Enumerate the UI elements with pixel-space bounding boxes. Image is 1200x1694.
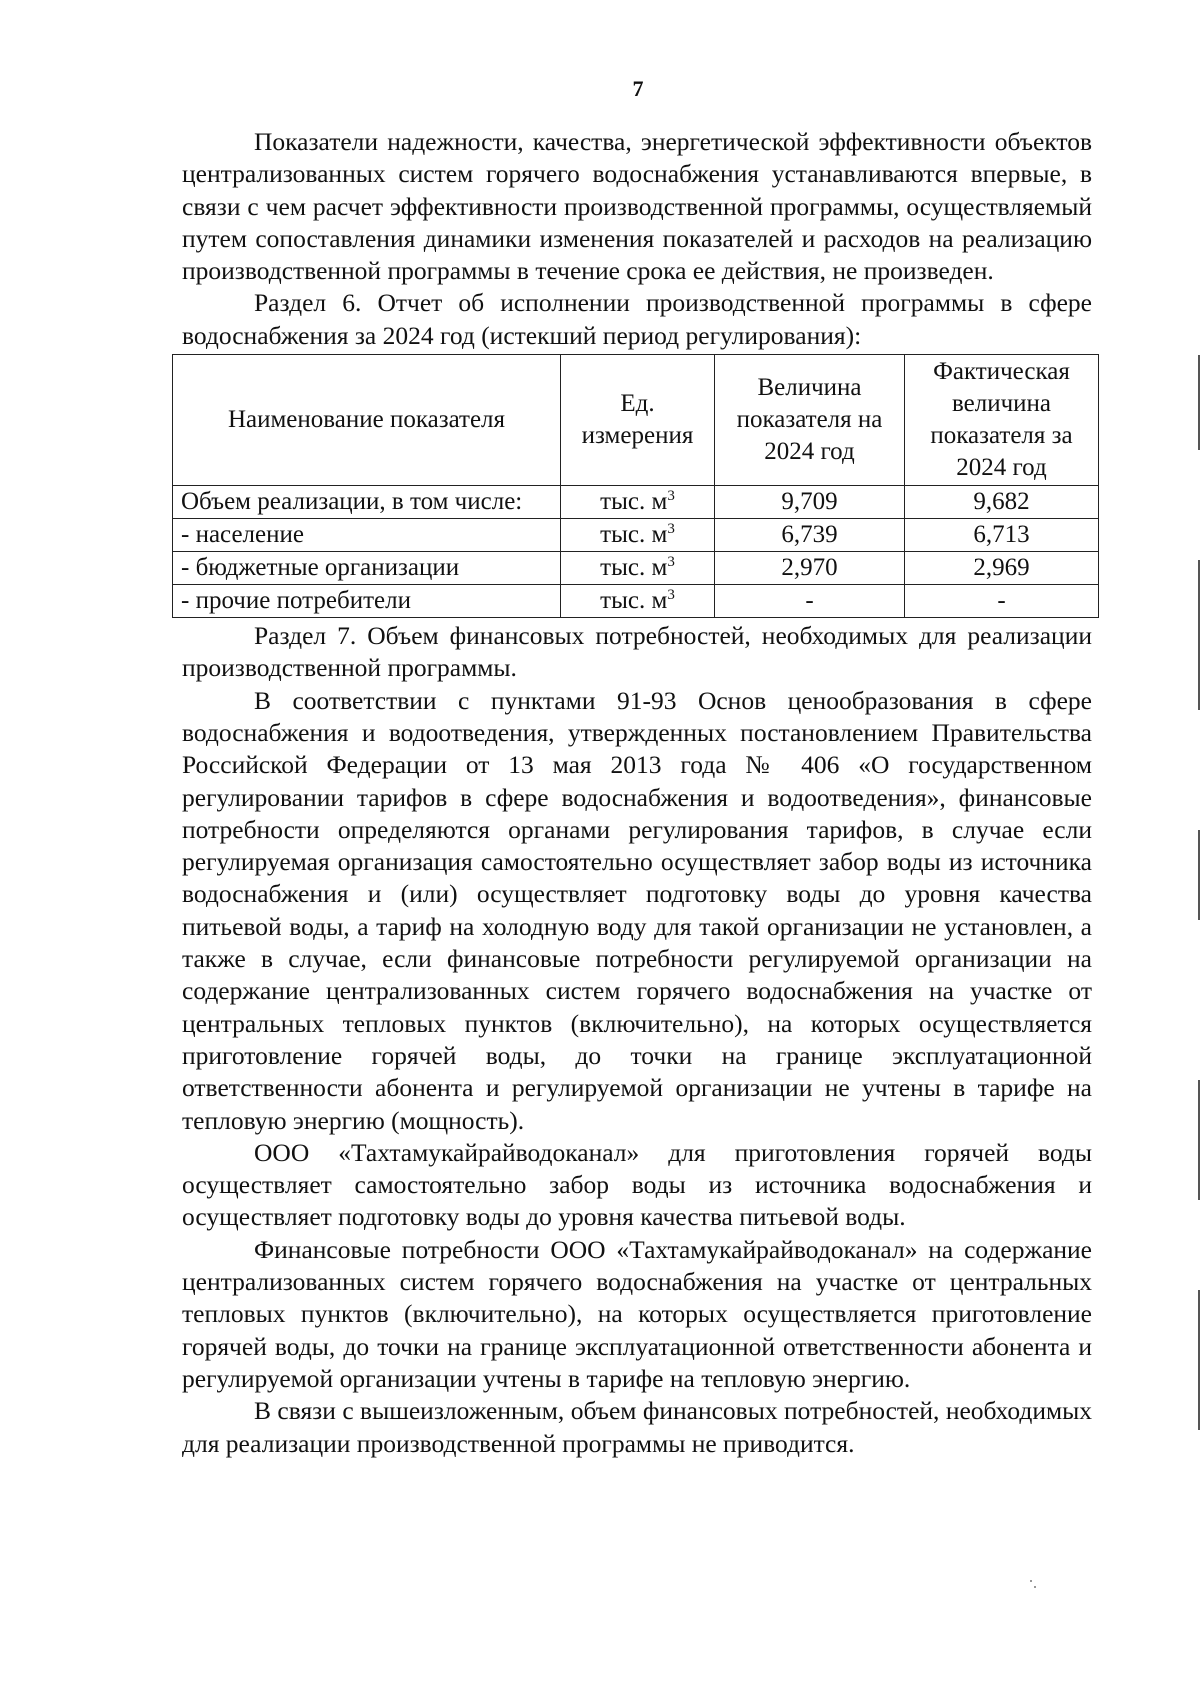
- row-indicator-name: Объем реализации, в том числе:: [173, 486, 561, 519]
- row-actual-value: 9,682: [905, 486, 1099, 519]
- table-row: [173, 585, 1099, 618]
- header-unit-text: Ед. измерения: [581, 390, 694, 450]
- header-actual-text: Фактическая величина показателя за 2024 год: [930, 358, 1073, 482]
- row-actual-value: -: [905, 585, 1099, 618]
- paragraph-water-intake: ООО «Тахтамукайрайводоканал» для приготовления горячей воды осуществляет самостоятельно забор воды из источника водоснабжения и осуществляет подготовку воды до уровня качества питьевой воды.: [182, 1137, 1092, 1232]
- row-planned-value: 2,970: [715, 552, 905, 585]
- document-body: [182, 126, 1092, 1460]
- row-planned-value: 9,709: [715, 486, 905, 519]
- row-actual-value: 2,969: [905, 552, 1099, 585]
- section-6-heading: Раздел 6. Отчет об исполнении производственной программы в сфере водоснабжения за 2024 год (истекший период регулирования):: [182, 288, 1092, 350]
- row-planned-value: -: [715, 585, 905, 618]
- paragraph-conclusion: В связи с вышеизложенным, объем финансовых потребностей, необходимых для реализации производственной программы не приводится.: [182, 1396, 1092, 1458]
- row-indicator-name: - бюджетные организации: [173, 552, 561, 585]
- row-unit: [561, 519, 715, 552]
- header-planned-value: [715, 355, 905, 486]
- unit-text: тыс. м: [600, 521, 668, 549]
- header-planned-text: Величина показателя на 2024 год: [736, 374, 883, 466]
- table-row: [173, 486, 1099, 519]
- unit-superscript: 3: [667, 554, 675, 571]
- row-unit: [561, 552, 715, 585]
- row-unit: [561, 585, 715, 618]
- header-actual-value: [905, 355, 1099, 486]
- table-row: [173, 519, 1099, 552]
- paragraph-financial-needs: Финансовые потребности ООО «Тахтамукайрайводоканал» на содержание централизованных систем горячего водоснабжения на участке от центральных тепловых пунктов (включительно), на которых осуществляется приготовление горячей воды, до точки на границе эксплуатационной ответственности абонента и регулируемой организации учтены в тарифе на тепловую энергию.: [182, 1234, 1092, 1393]
- paragraph-reliability-indicators: Показатели надежности, качества, энергетической эффективности объектов централизованных систем горячего водоснабжения устанавливаются впервые, в связи с чем расчет эффективности производственной программы, осуществляемый путем сопоставления динамики изменения показателей и расходов на реализацию производственной программы в течение срока ее действия, не произведен.: [182, 127, 1092, 286]
- unit-superscript: 3: [667, 488, 675, 505]
- unit-superscript: 3: [667, 587, 675, 604]
- execution-report-table: [172, 354, 1099, 618]
- scan-speck: [1030, 1580, 1032, 1582]
- paragraph-pricing-basis: В соответствии с пунктами 91-93 Основ ценообразования в сфере водоснабжения и водоотведения, утвержденных постановлением Правительства Российской Федерации от 13 мая 2013 года № 406 «О государственном регулировании тарифов в сфере водоснабжения и водоотведения», финансовые потребности определяются органами регулирования тарифов, в случае если регулируемая организация самостоятельно осуществляет забор воды из источника водоснабжения и (или) осуществляет подготовку воды до уровня качества питьевой воды, а тариф на холодную воду для такой организации не установлен, а также в случае, если финансовые потребности регулируемой организации на содержание централизованных систем горячего водоснабжения на участке от центральных тепловых пунктов (включительно), на которых осуществляется приготовление горячей воды, до точки на границе эксплуатационной ответственности абонента и регулируемой организации не учтены в тарифе на тепловую энергию (мощность).: [182, 685, 1092, 1135]
- unit-superscript: 3: [667, 521, 675, 538]
- unit-text: тыс. м: [600, 587, 668, 615]
- header-unit: [561, 355, 715, 486]
- table-header-row: [173, 355, 1099, 486]
- section-7-heading: Раздел 7. Объем финансовых потребностей, необходимых для реализации производственной программы.: [182, 621, 1092, 683]
- page-number: 7: [632, 76, 644, 101]
- unit-text: тыс. м: [600, 554, 668, 582]
- row-planned-value: 6,739: [715, 519, 905, 552]
- row-indicator-name: - прочие потребители: [173, 585, 561, 618]
- row-actual-value: 6,713: [905, 519, 1099, 552]
- row-indicator-name: - население: [173, 519, 561, 552]
- row-unit: [561, 486, 715, 519]
- header-indicator-name: Наименование показателя: [173, 355, 561, 486]
- table-row: [173, 552, 1099, 585]
- scan-speck: [1034, 1586, 1036, 1588]
- unit-text: тыс. м: [600, 488, 668, 516]
